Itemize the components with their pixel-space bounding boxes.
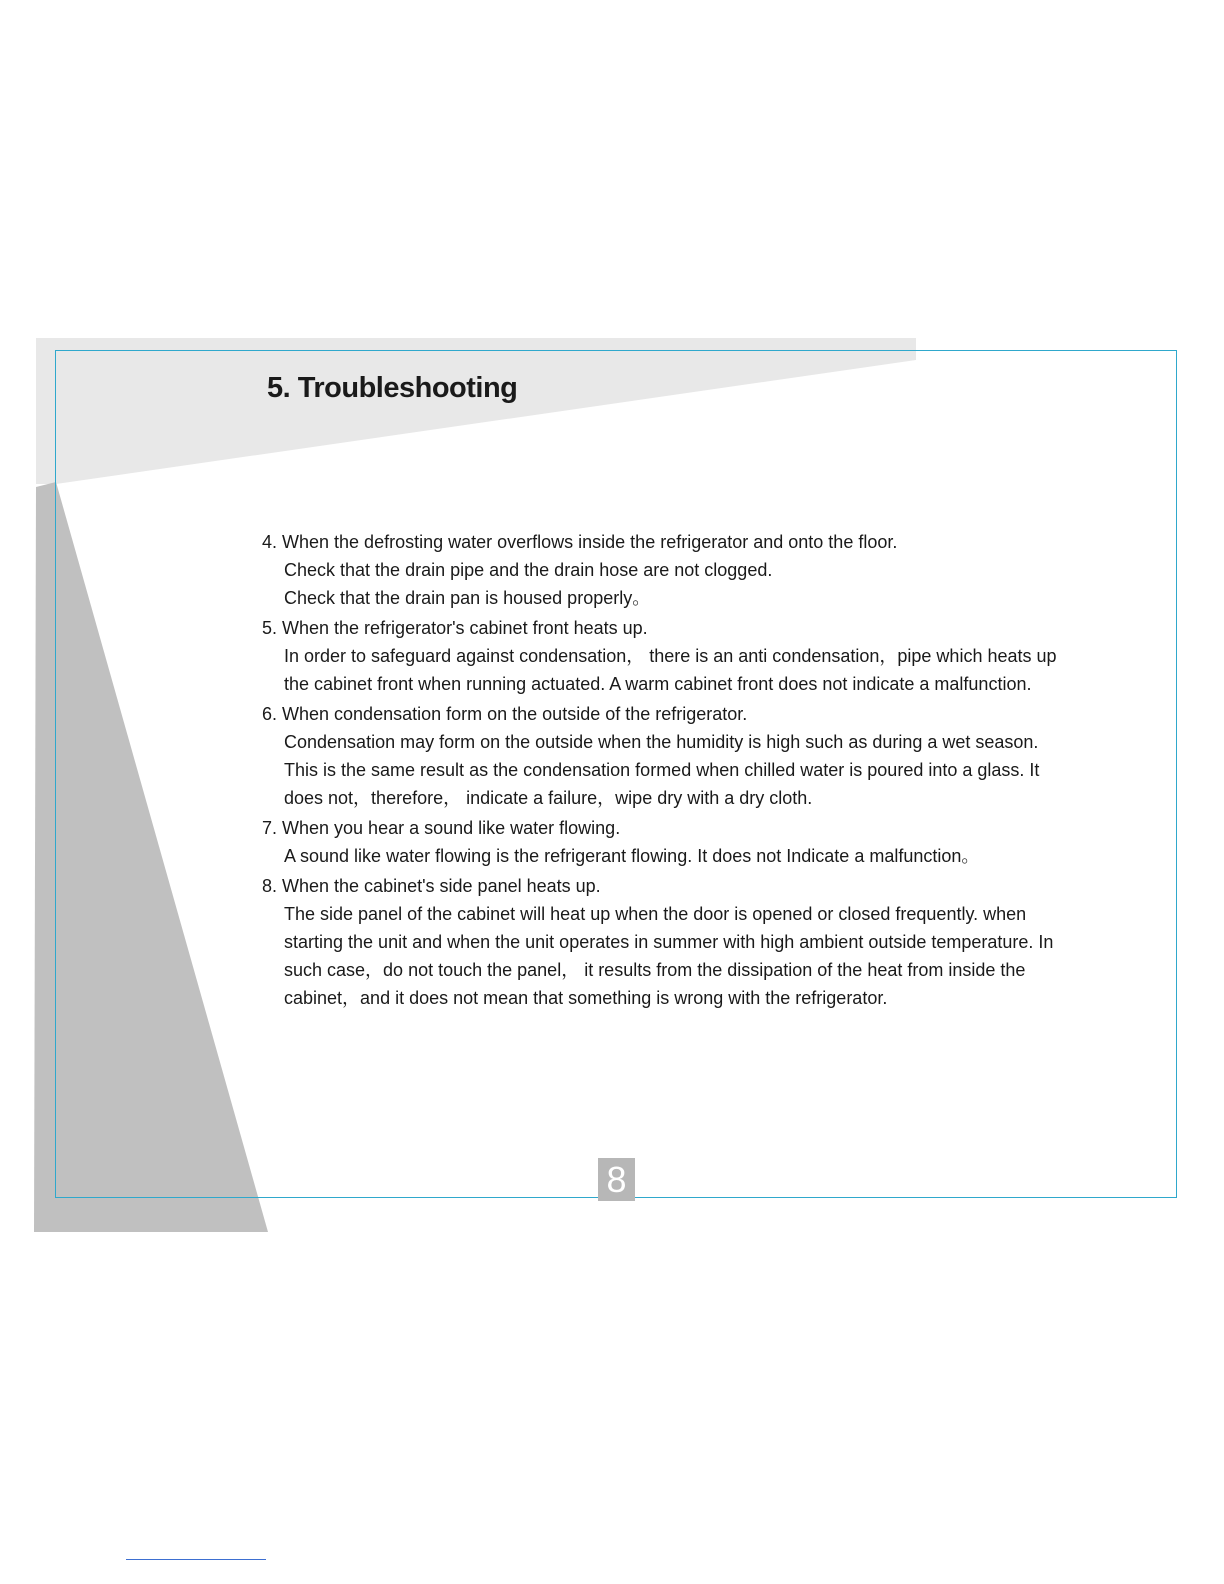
troubleshooting-item-4 — [262, 528, 1072, 612]
troubleshooting-item-6 — [262, 700, 1072, 812]
item-heading: 6. When condensation form on the outside of the refrigerator. — [262, 704, 748, 724]
page-number-badge: 8 — [598, 1158, 635, 1201]
item-heading: 4. When the defrosting water overflows inside the refrigerator and onto the floor. — [262, 532, 898, 552]
page-title: 5. Troubleshooting — [267, 372, 518, 404]
troubleshooting-list — [262, 528, 1072, 1014]
footer-rule — [126, 1559, 266, 1560]
item-body: Check that the drain pipe and the drain hose are not clogged. Check that the drain pan is housed properly。 — [284, 560, 773, 608]
item-body: In order to safeguard against condensation， there is an anti condensation，pipe which heats up the cabinet front when running actuated. A warm cabinet front does not indicate a malfunction. — [284, 646, 1057, 694]
item-body: Condensation may form on the outside when the humidity is high such as during a wet season. This is the same result as the condensation formed when chilled water is poured into a glass. It does not，therefore， indicate a failure，wipe dry with a dry cloth. — [284, 732, 1040, 808]
troubleshooting-item-5 — [262, 614, 1072, 698]
item-heading: 7. When you hear a sound like water flowing. — [262, 818, 621, 838]
item-body: A sound like water flowing is the refrigerant flowing. It does not Indicate a malfunction。 — [284, 846, 980, 866]
troubleshooting-item-8 — [262, 872, 1072, 1012]
troubleshooting-item-7 — [262, 814, 1072, 870]
item-heading: 5. When the refrigerator's cabinet front heats up. — [262, 618, 648, 638]
item-body: The side panel of the cabinet will heat up when the door is opened or closed frequently. when starting the unit and when the unit operates in summer with high ambient outside temperature. In such case，do not touch the panel， it results from the dissipation of the heat from inside the cabinet，and it does not mean that something is wrong with the refrigerator. — [284, 904, 1054, 1008]
item-heading: 8. When the cabinet's side panel heats up. — [262, 876, 601, 896]
